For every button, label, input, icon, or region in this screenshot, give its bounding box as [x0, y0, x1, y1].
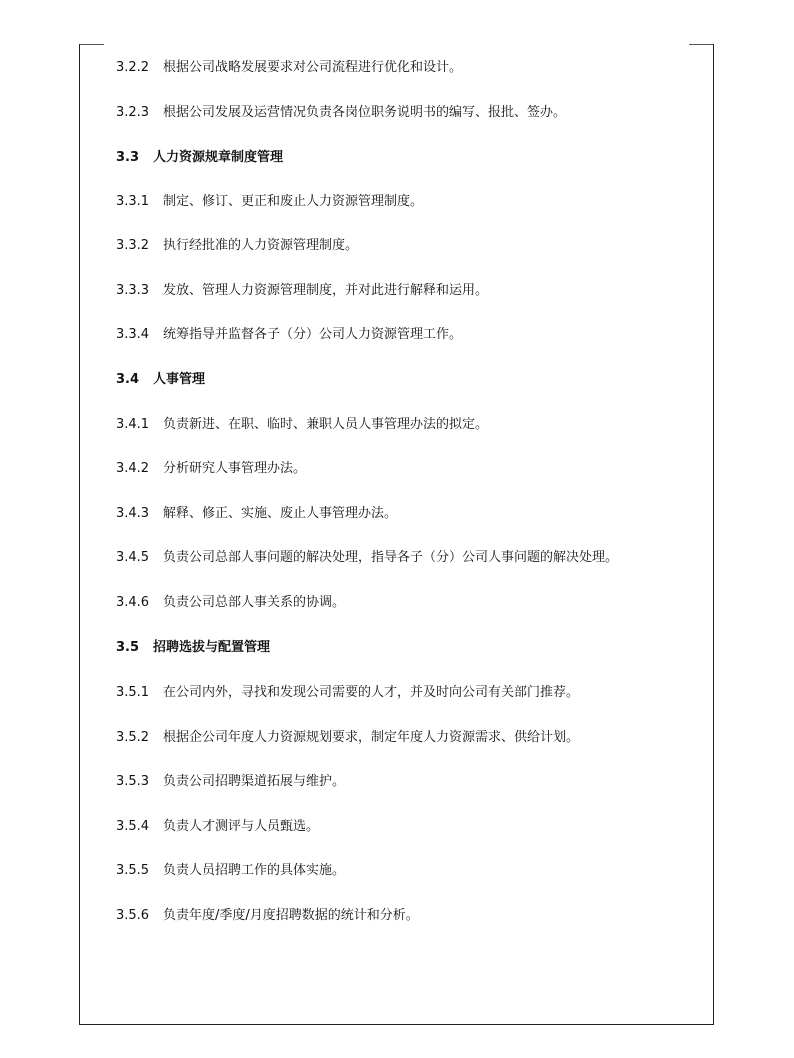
clause-3-2-3: 3.2.3 根据公司发展及运营情况负责各岗位职务说明书的编写、报批、签办。: [116, 105, 567, 120]
clause-3-4-5: 3.4.5 负责公司总部人事问题的解决处理，指导各子（分）公司人事问题的解决处理。: [116, 550, 619, 565]
clause-3-2-2: 3.2.2 根据公司战略发展要求对公司流程进行优化和设计。: [116, 60, 463, 75]
section-heading-3-5: 3.5 招聘选拔与配置管理: [116, 640, 271, 655]
page-top-border-left: [80, 44, 104, 45]
clause-3-5-3: 3.5.3 负责公司招聘渠道拓展与维护。: [116, 774, 346, 789]
clause-3-4-1: 3.4.1 负责新进、在职、临时、兼职人员人事管理办法的拟定。: [116, 417, 489, 432]
clause-3-4-2: 3.4.2 分析研究人事管理办法。: [116, 461, 307, 476]
clause-3-5-5: 3.5.5 负责人员招聘工作的具体实施。: [116, 863, 346, 878]
clause-3-5-6: 3.5.6 负责年度/季度/月度招聘数据的统计和分析。: [116, 908, 419, 923]
clause-3-4-6: 3.4.6 负责公司总部人事关系的协调。: [116, 595, 346, 610]
clause-3-3-3: 3.3.3 发放、管理人力资源管理制度，并对此进行解释和运用。: [116, 283, 489, 298]
section-heading-3-3: 3.3 人力资源规章制度管理: [116, 150, 284, 165]
page-top-border-right: [689, 44, 713, 45]
clause-3-5-1: 3.5.1 在公司内外，寻找和发现公司需要的人才，并及时向公司有关部门推荐。: [116, 685, 580, 700]
clause-3-5-2: 3.5.2 根据企公司年度人力资源规划要求，制定年度人力资源需求、供给计划。: [116, 730, 580, 745]
clause-3-3-2: 3.3.2 执行经批准的人力资源管理制度。: [116, 238, 359, 253]
clause-3-3-4: 3.3.4 统筹指导并监督各子（分）公司人力资源管理工作。: [116, 327, 463, 342]
clause-3-4-3: 3.4.3 解释、修正、实施、废止人事管理办法。: [116, 506, 398, 521]
section-heading-3-4: 3.4 人事管理: [116, 372, 206, 387]
clause-3-3-1: 3.3.1 制定、修订、更正和废止人力资源管理制度。: [116, 194, 424, 209]
document-page: [79, 44, 714, 1025]
clause-3-5-4: 3.5.4 负责人才测评与人员甄选。: [116, 819, 320, 834]
